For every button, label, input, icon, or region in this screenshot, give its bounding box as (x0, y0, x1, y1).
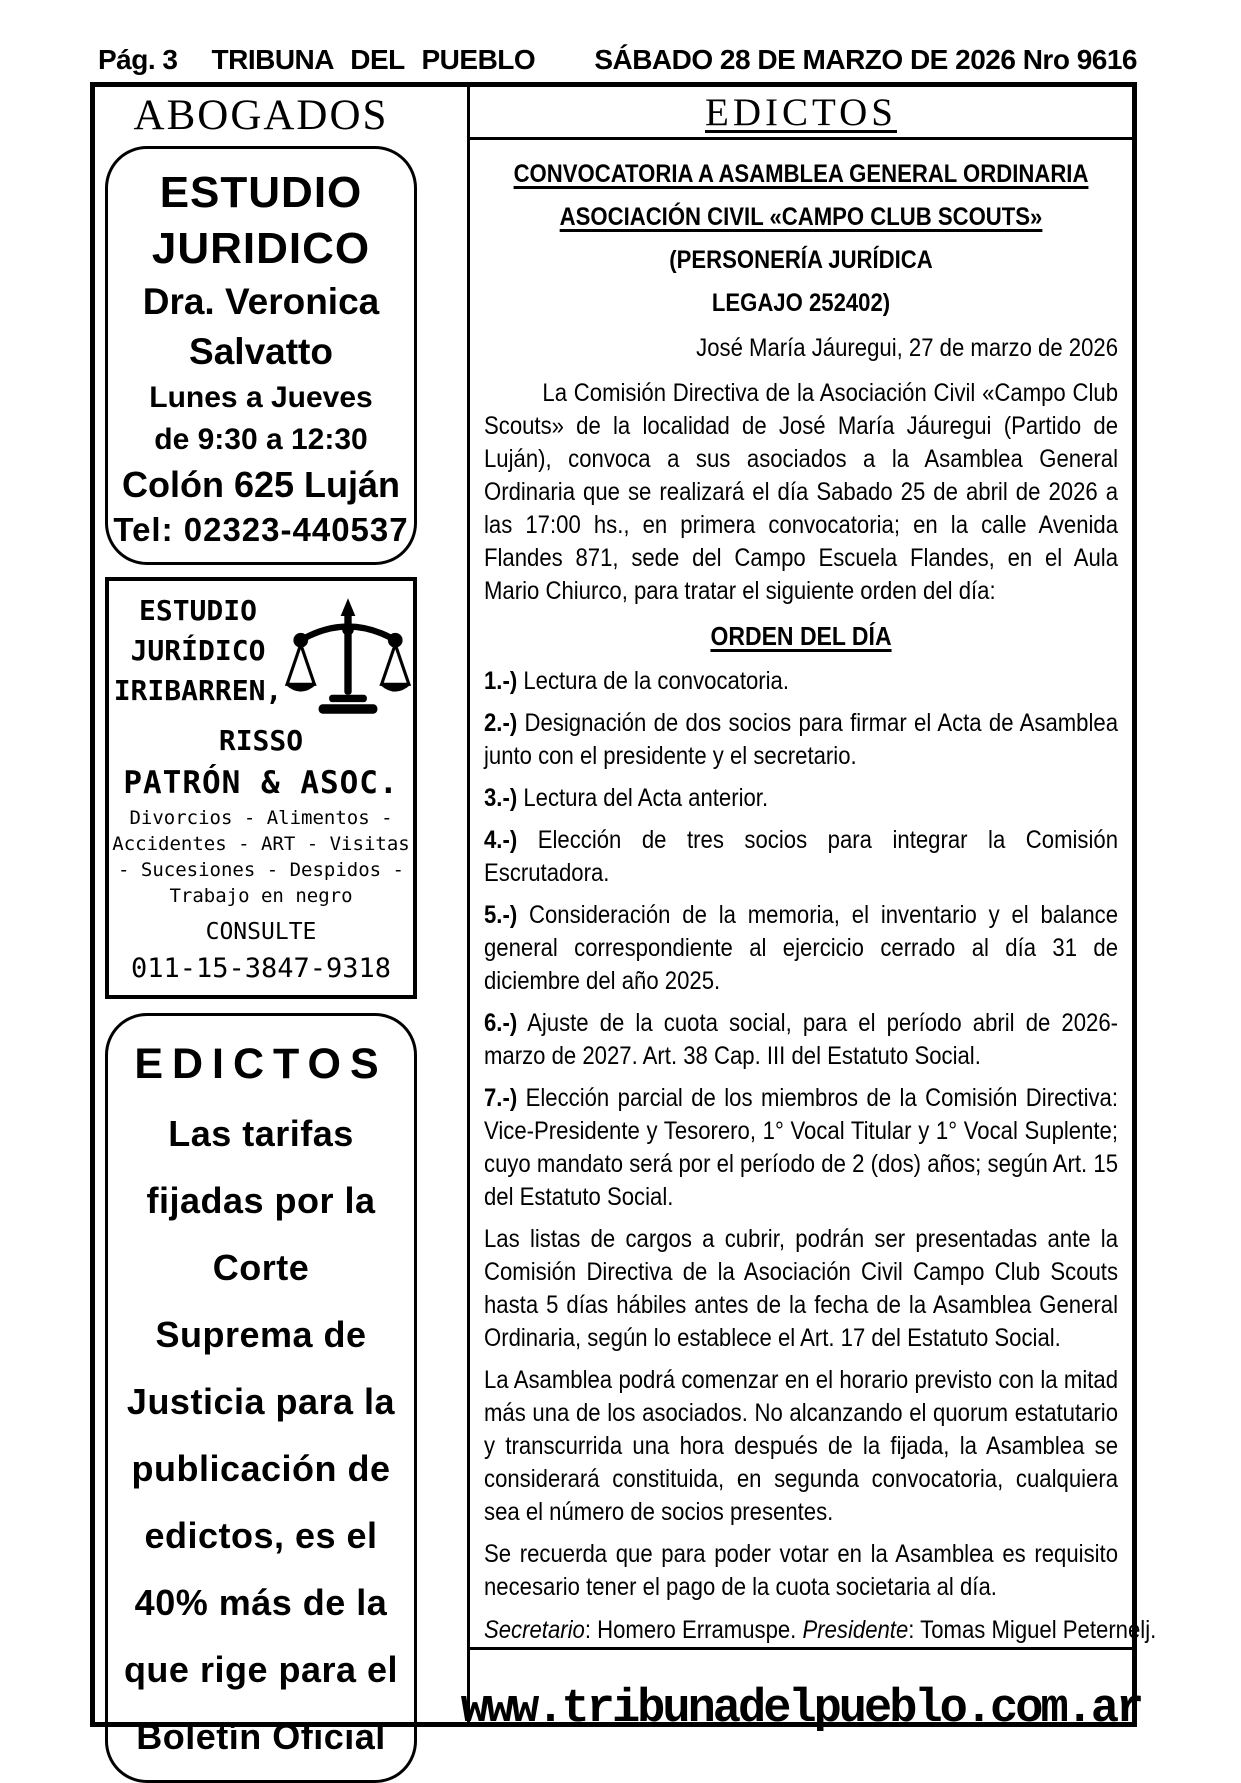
ad3-body-line: Boletín Oficial (136, 1716, 386, 1757)
agenda-item-4 (484, 824, 1118, 890)
page-number-label: Pág. (98, 44, 156, 75)
agenda-item-text: Elección de tres socios para integrar la Comisión Escrutadora. (484, 826, 1119, 887)
closing-paragraph-3: Se recuerda que para poder votar en la Asamblea es requisito necesario tener el pago de la cuota societaria al día. (484, 1540, 1119, 1601)
ad2-services-line: Accidentes - ART - Visitas (112, 833, 410, 855)
notice-heading-4: LEGAJO 252402) (711, 289, 891, 317)
agenda-item-number: 3.-) (484, 784, 518, 812)
agenda-item-2 (484, 707, 1118, 773)
notice-intro-paragraph: La Comisión Directiva de la Asociación Civil «Campo Club Scouts» de la localidad de José María Jáuregui (Partido de Luján), convoca a sus asociados a la Asamblea General Ordinaria que se realizará el día Sabado 25 de abril de 2026 a las 17:00 hs., en primera convocatoria; en la calle Avenida Flandes 871, sede del Campo Escuela Flandes, en el Aula Mario Chiurco, para tratar el siguiente orden del día: (484, 379, 1119, 605)
agenda-item-text: Elección parcial de los miembros de la Comisión Directiva: Vice-Presidente y Tesorero, 1° Vocal Titular y 1° Vocal Suplente; cuyo mandato será por el período de 2 (dos) años; según Art. 15 del Estatuto Social. (484, 1084, 1119, 1211)
agenda-item-number: 4.-) (484, 826, 518, 854)
website-footer (460, 1647, 1142, 1769)
abogados-section-title: ABOGADOS (133, 92, 389, 139)
ad3-body-line: Suprema de (155, 1314, 367, 1355)
agenda-title: ORDEN DEL DÍA (710, 621, 892, 651)
newspaper-name: TRIBUNA DEL PUEBLO (211, 44, 536, 75)
edictos-section-header (470, 87, 1132, 140)
notice-heading-3: (PERSONERÍA JURÍDICA (669, 246, 933, 274)
abogados-column (95, 87, 470, 1757)
ad1-address: Colón 625 Luján (121, 464, 401, 505)
ad3-body-line: 40% más de la (134, 1582, 388, 1623)
page-header (98, 44, 1137, 76)
agenda-item-text: Lectura del Acta anterior. (523, 784, 769, 812)
legal-notice (470, 140, 1157, 1647)
ad3-body-line: edictos, es el (144, 1515, 378, 1556)
ad3-body-line: Corte (212, 1247, 310, 1288)
ad2-name-line-2: JURÍDICO (130, 634, 266, 667)
legal-notice-body (484, 158, 1157, 1647)
secretary-label: Secretario (484, 1616, 585, 1644)
ad2-header (111, 591, 411, 721)
agenda-item-text: Lectura de la convocatoria. (523, 667, 790, 695)
agenda-item-number: 6.-) (484, 1009, 518, 1037)
agenda-item-5 (484, 899, 1118, 998)
ad2-services-line: - Sucesiones - Despidos - (118, 859, 404, 881)
ad2-name-line-4: RISSO (218, 724, 304, 757)
ad2-name-line-3: IRIBARREN, (113, 674, 283, 707)
agenda-item-number: 7.-) (484, 1084, 518, 1112)
ad1-hours: de 9:30 a 12:30 (154, 423, 368, 456)
ad-estudio-juridico-iribarren (105, 577, 417, 999)
agenda-item-6 (484, 1007, 1118, 1073)
ad3-title: EDICTOS (134, 1040, 388, 1088)
notice-heading-2: ASOCIACIÓN CIVIL «CAMPO CLUB SCOUTS» (559, 203, 1043, 231)
president-name: : Tomas Miguel Peternelj. (908, 1616, 1157, 1644)
agenda-item-7 (484, 1082, 1118, 1214)
ad2-firm-name (111, 591, 285, 711)
page-number-value: 3 (162, 44, 178, 75)
ad3-body-line: publicación de (131, 1448, 391, 1489)
president-label: Presidente (802, 1616, 909, 1644)
website-url: www.tribunadelpueblo.com.ar (460, 1683, 1142, 1736)
secretary-name: : Homero Erramuspe. (584, 1616, 803, 1644)
ad3-body-line: Las tarifas (168, 1113, 354, 1154)
ad1-line-estudio: ESTUDIO (159, 168, 363, 217)
ad3-body-line: fijadas por la (146, 1180, 376, 1221)
ad3-body-line: Justicia para la (126, 1381, 396, 1422)
agenda-item-text: Consideración de la memoria, el inventario y el balance general correspondiente al ejercicio cerrado al día 31 de diciembre del año 2025. (484, 901, 1119, 995)
agenda-item-text: Ajuste de la cuota social, para el período abril de 2026- marzo de 2027. Art. 38 Cap. III del Estatuto Social. (484, 1009, 1119, 1070)
ad2-name-line-5: PATRÓN & ASOC. (123, 765, 399, 801)
ad2-services-line: Trabajo en negro (169, 885, 353, 907)
ad1-lawyer-name-1: Dra. Veronica (142, 281, 380, 322)
agenda-item-text: Designación de dos socios para firmar el Acta de Asamblea junto con el presidente y el secretario. (484, 709, 1119, 770)
page-frame (90, 82, 1157, 1757)
page-number (98, 44, 178, 76)
ad2-services-line: Divorcios - Alimentos - (129, 807, 393, 829)
agenda-item-number: 5.-) (484, 901, 518, 929)
edictos-section-title: EDICTOS (705, 90, 897, 134)
edictos-column (460, 87, 1157, 1736)
agenda-item-1 (484, 665, 1118, 698)
closing-paragraph-2: La Asamblea podrá comenzar en el horario previsto con la mitad más una de los asociados. No alcanzando el quorum estatutario y transcurrida una hora después de la fijada, la Asamblea se considerará constituida, en segunda convocatoria, cualquiera sea el número de socios presentes. (484, 1366, 1119, 1526)
ad2-phone: 011-15-3847-9318 (130, 953, 392, 984)
notice-dateline: José María Jáuregui, 27 de marzo de 2026 (696, 334, 1119, 362)
ad1-line-juridico: JURIDICO (151, 224, 371, 273)
ad1-days: Lunes a Jueves (149, 381, 373, 414)
agenda-item-3 (484, 782, 1118, 815)
closing-paragraph-1: Las listas de cargos a cubrir, podrán ser presentadas ante la Comisión Directiva de la Asociación Civil Campo Club Scouts hasta 5 días hábiles antes de la fecha de la Asamblea General Ordinaria, según lo establece el Art. 17 del Estatuto Social. (484, 1225, 1119, 1352)
page-header-left (98, 44, 535, 76)
ad-estudio-juridico-salvatto (105, 146, 417, 565)
ad3-body-line: que rige para el (123, 1649, 399, 1690)
ad1-lawyer-name-2: Salvatto (189, 331, 333, 372)
ad1-phone: Tel: 02323-440537 (113, 511, 409, 548)
edition-date: SÁBADO 28 DE MARZO DE 2026 Nro 9616 (594, 44, 1137, 75)
signature-line (484, 1614, 1157, 1647)
agenda-item-number: 2.-) (484, 709, 518, 737)
agenda-item-number: 1.-) (484, 667, 518, 695)
scales-of-justice-icon (285, 593, 411, 721)
ad-edictos-tarifas (105, 1013, 417, 1783)
ad2-name-line-1: ESTUDIO (138, 594, 257, 627)
ad2-cta: CONSULTE (205, 919, 317, 945)
notice-heading-1: CONVOCATORIA A ASAMBLEA GENERAL ORDINARIA (513, 160, 1089, 188)
